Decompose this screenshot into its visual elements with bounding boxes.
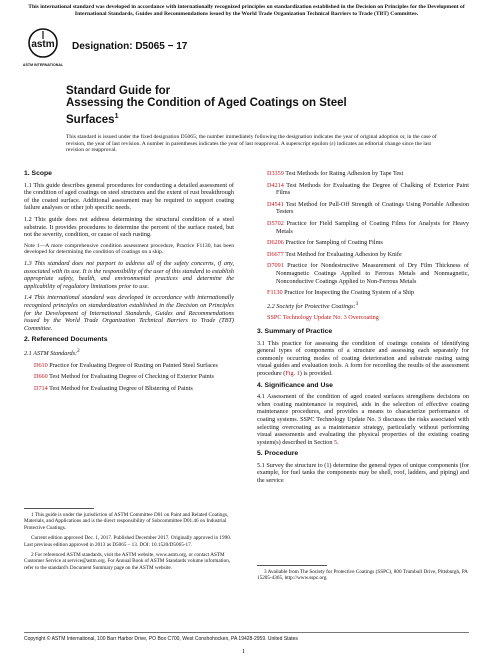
- standard-kind: Standard Guide for: [66, 85, 171, 97]
- page-number: 1: [242, 648, 246, 655]
- footer-divider: [24, 632, 469, 633]
- list-item: [267, 289, 469, 297]
- list-item: [34, 362, 234, 370]
- left-column: [24, 170, 234, 398]
- ref-title: Practice for Inspecting the Coating System of a Ship: [282, 289, 415, 297]
- paragraph-1-2: 1.2 This guide does not address determining the structural condition of a steel substrate. It provides procedures to determine the percent of the surface rusted, but not the severity, condition, or cause of such rusting.: [24, 215, 234, 239]
- paragraph-3-1-end: ) is provided.: [299, 369, 333, 377]
- astm-logo-icon: [22, 27, 64, 71]
- sspc-footnote-mark: 3: [355, 300, 359, 307]
- figure-1-link[interactable]: Fig. 1: [285, 369, 300, 377]
- paragraph-4-1-text: 4.1 Assessment of the condition of aged coated surfaces strengthens decisions on when coating maintenance is required, aids in the selection of effective coating maintenance procedures, and provides a means to characterize performance of coating systems. SSPC Technology Update No. 3 discusses the risks associated with selecting overcoating as a maintenance strategy, particularly without performing visual assessments and evaluating the physical properties of the existing coating system(s) described in Section: [257, 393, 469, 446]
- ref-title: Test Method for Evaluating Adhesion by Knife: [283, 250, 402, 258]
- astm-standards-footnote-mark: 2: [77, 347, 80, 354]
- paragraph-4-1: [257, 393, 469, 446]
- left-footnotes: [24, 512, 236, 575]
- ref-title: Practice for Field Sampling of Coating Films for Analysis for Heavy Metals: [276, 219, 469, 235]
- list-item: [34, 385, 234, 393]
- ref-title: Practice for Nondestructive Measurement of Dry Film Thickness of Nonmagnetic Coatings Applied to Ferrous Metals and Nonmagnetic, Nonconductive Coatings Applied to Non-Ferrous Metals: [276, 262, 469, 285]
- title-footnote-mark: 1: [114, 113, 119, 120]
- paragraph-1-1: 1.1 This guide describes general procedures for conducting a detailed assessment of the condition of aged coatings on steel structures and the extent of rust breakthrough of the coated surface. Additional assessment may be required to support coating failure analyses or other job specific needs.: [24, 181, 234, 212]
- footnote-divider: [257, 565, 327, 566]
- paragraph-3-1: [257, 340, 469, 378]
- ref-code-link[interactable]: D3359: [267, 170, 284, 177]
- section-5-link[interactable]: 5: [333, 438, 338, 446]
- paragraph-3-1-text: 3.1 This practice for assessing the condition of coatings consists of identifying general types of components of a structure and assessing each separately for commonly occurring modes of coating deterioration and substrate rusting using visual guides and evaluation tools. A form for recording the results of the assessment procedure (: [257, 339, 469, 377]
- svg-text:astm: astm: [31, 39, 55, 50]
- paragraph-1-3: 1.3 This standard does not purport to address all of the safety concerns, if any, associated with its use. It is the responsibility of the user of this standard to establish appropriate safety, health, and environmental practices and determine the applicability of regulatory limitations prior to use.: [24, 259, 234, 290]
- list-item: [267, 262, 469, 285]
- svg-text:ASTM INTERNATIONAL: ASTM INTERNATIONAL: [22, 63, 64, 67]
- left-reference-list: [34, 362, 234, 393]
- paragraph-1-4: 1.4 This international standard was developed in accordance with internationally recognized principles on standardization established in the Decision on Principles for the Development of International Standards, Guides and Recommendations issued by the World Trade Organization Technical Barriers to Trade (TBT) Committee.: [24, 294, 234, 332]
- list-item: [267, 239, 469, 247]
- paragraph-4-1-end: .: [337, 438, 339, 446]
- ref-title: Test Method for Evaluating Degree of Blistering of Paints: [47, 384, 193, 392]
- ref-code-link[interactable]: D660: [34, 373, 48, 381]
- list-item: [267, 201, 469, 216]
- ref-title: Test Method for Pull-Off Strength of Coatings Using Portable Adhesion Testers: [276, 200, 469, 216]
- sspc-label: 2.2 Society for Protective Coatings:: [267, 302, 356, 310]
- ref-title: Practice for Evaluating Degree of Rusting on Painted Steel Surfaces: [47, 361, 218, 369]
- issue-note: This standard is issued under the fixed designation D5065; the number immediately following the designation indicates the year of original adoption or, in the case of revision, the year of last revision. A number in parentheses indicates the year of last reapproval. A superscript epsilon (ε) indicates an editorial change since the last revision or reapproval.: [66, 134, 437, 154]
- ref-code-link[interactable]: D6206: [267, 239, 284, 247]
- right-reference-list: [267, 170, 469, 322]
- ref-code-link[interactable]: D4541: [267, 200, 284, 208]
- list-item: [267, 251, 469, 259]
- copyright-line: Copyright © ASTM International, 100 Barr Harbor Drive, PO Box C700, West Conshohocken, PA 19428-2959. United States: [24, 636, 298, 642]
- sspc-ref-link[interactable]: SSPC Technology Update No. 3 Overcoating: [267, 314, 379, 322]
- title-text: Assessing the Condition of Aged Coatings on Steel Surfaces: [66, 97, 347, 126]
- ref-code-link[interactable]: D7091: [267, 262, 284, 270]
- refdocs-heading: 2. Referenced Documents: [24, 336, 108, 344]
- ref-title: Test Methods for Evaluating the Degree of Chalking of Exterior Paint Films: [276, 181, 469, 197]
- note-1: Note 1—A more comprehensive condition assessment procedure, Practice F1130, has been developed for determining the condition of coatings on a ship.: [24, 242, 234, 256]
- designation: Designation: D5065 − 17: [72, 41, 188, 52]
- list-item: [267, 170, 469, 178]
- list-item: [34, 373, 234, 381]
- significance-heading: 4. Significance and Use: [257, 381, 333, 389]
- ref-code-link[interactable]: D610: [34, 361, 48, 369]
- sspc-heading: [267, 301, 469, 311]
- ref-code-link[interactable]: D6677: [267, 250, 284, 258]
- footnote-1-edition: Current edition approved Dec. 1, 2017. Published December 2017. Originally approved in 1990. Last previous edition approved in 2013 as D5065 – 13. DOI: 10.1520/D5065-17.: [24, 535, 232, 548]
- list-item: [267, 182, 469, 197]
- tbt-notice: This international standard was developed in accordance with internationally recognized principles on standardization established in the Decision on Principles for the Development of International Standards, Guides and Recommendations issued by the World Trade Organization Technical Barriers to Trade (TBT) Committee.: [28, 4, 465, 17]
- ref-title: Test Method for Evaluating Degree of Checking of Exterior Paints: [47, 373, 214, 381]
- list-item: [267, 220, 469, 235]
- footnote-1: 1 This guide is under the jurisdiction of ASTM Committee D01 on Paint and Related Coatings, Materials, and Applications and is the direct responsibility of Subcommittee D01.46 on Industrial Protective Coatings.: [24, 512, 229, 531]
- summary-heading: 3. Summary of Practice: [257, 327, 333, 335]
- ref-code-link[interactable]: D4214: [267, 181, 284, 189]
- footnote-2: 2 For referenced ASTM standards, visit the ASTM website, www.astm.org, or contact ASTM Customer Service at service@astm.org. For Annual Book of ASTM Standards volume information, refer to the standard's Document Summary page on the ASTM website.: [24, 552, 231, 571]
- ref-code-link[interactable]: D5702: [267, 219, 284, 227]
- astm-standards-heading: [24, 348, 234, 358]
- right-column: [257, 170, 469, 489]
- scope-heading: 1. Scope: [24, 170, 52, 177]
- procedure-heading: 5. Procedure: [257, 450, 299, 458]
- ref-code-link[interactable]: F1130: [267, 289, 283, 297]
- footnote-3: 3 Available from The Society for Protective Coatings (SSPC), 800 Trumbull Drive, Pittsburgh, PA 15205-4365, http://www.sspc.org.: [257, 569, 468, 582]
- ref-title: Test Methods for Rating Adhesion by Tape Test: [283, 170, 404, 177]
- astm-standards-label: 2.1 ASTM Standards:: [24, 349, 78, 357]
- page-title: [66, 97, 396, 127]
- paragraph-5-1: 5.1 Survey the structure to (1) determine the general types of unique components (for example, for fuel tanks the components may be shell, roof, ladders, and piping) and the service: [257, 461, 469, 485]
- ref-title: Practice for Sampling of Coating Films: [283, 239, 383, 247]
- footnote-divider: [24, 508, 94, 509]
- ref-code-link[interactable]: D714: [34, 384, 48, 392]
